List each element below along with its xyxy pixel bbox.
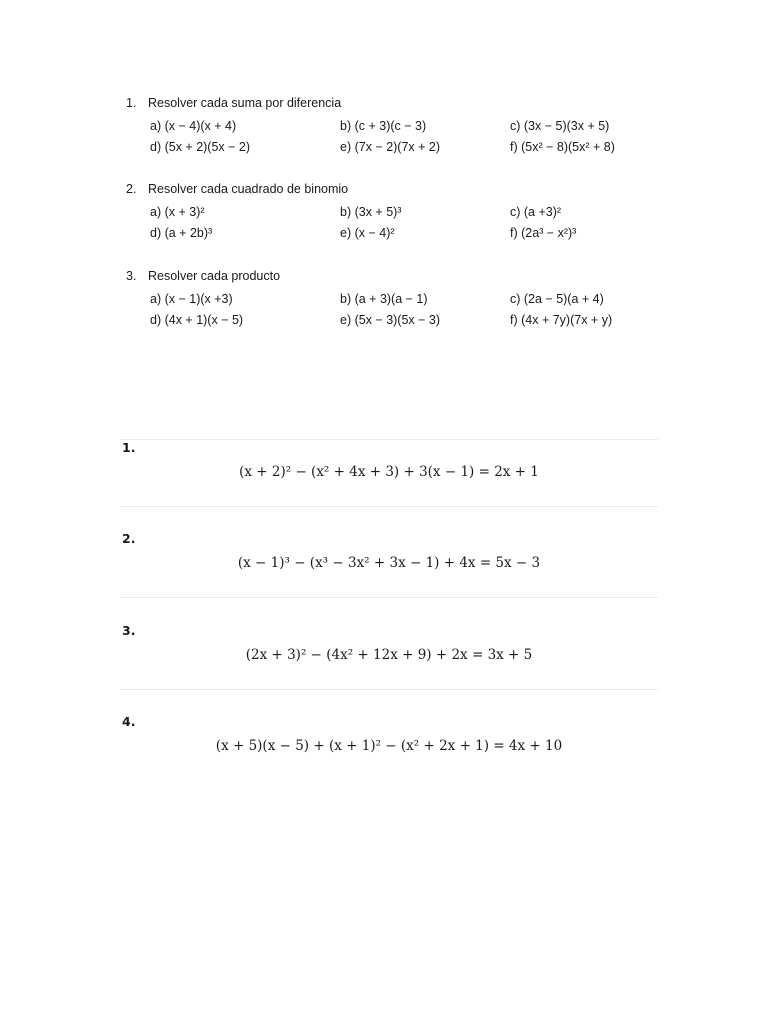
exercise-section-2 <box>126 182 646 244</box>
divider <box>120 597 658 598</box>
exercise-section-1 <box>126 96 646 158</box>
exercise-item: f) (2a³ − x²)³ <box>510 226 577 240</box>
equation: (x − 1)³ − (x³ − 3x² + 3x − 1) + 4x = 5x − 3 <box>237 555 541 571</box>
section-title <box>126 269 646 284</box>
exercise-item: c) (2a − 5)(a + 4) <box>510 292 604 306</box>
exercise-item: f) (4x + 7y)(7x + y) <box>510 313 613 327</box>
exercise-row <box>126 137 646 158</box>
exercise-row <box>126 310 646 331</box>
equation: (x + 2)² − (x² + 4x + 3) + 3(x − 1) = 2x + 1 <box>239 464 539 480</box>
exercise-row <box>126 202 646 223</box>
exercise-item: b) (c + 3)(c − 3) <box>340 119 427 133</box>
equation-block-2 <box>120 531 658 623</box>
equation: (2x + 3)² − (4x² + 12x + 9) + 2x = 3x + 5 <box>245 647 533 663</box>
exercise-item: d) (5x + 2)(5x − 2) <box>150 140 251 154</box>
exercise-item: e) (x − 4)² <box>340 226 395 240</box>
exercise-item: b) (a + 3)(a − 1) <box>340 292 428 306</box>
section-number: 2. <box>126 182 137 196</box>
equation: (x + 5)(x − 5) + (x + 1)² − (x² + 2x + 1) = 4x + 10 <box>215 738 563 754</box>
divider <box>120 689 658 690</box>
section-title-text: Resolver cada cuadrado de binomio <box>148 182 349 196</box>
exercise-item: c) (3x − 5)(3x + 5) <box>510 119 610 133</box>
equation-number: 2. <box>122 531 136 546</box>
section-number: 3. <box>126 269 137 283</box>
section-title-text: Resolver cada producto <box>148 269 281 283</box>
exercise-item: e) (7x − 2)(7x + 2) <box>340 140 441 154</box>
equation-block-3 <box>120 623 658 715</box>
section-title <box>126 182 646 197</box>
exercise-item: c) (a +3)² <box>510 205 562 219</box>
exercise-item: e) (5x − 3)(5x − 3) <box>340 313 441 327</box>
equation-block-4 <box>120 714 658 806</box>
equation-number: 4. <box>122 714 136 729</box>
section-number: 1. <box>126 96 137 110</box>
section-title-text: Resolver cada suma por diferencia <box>148 96 342 110</box>
divider <box>120 506 658 507</box>
exercise-item: d) (a + 2b)³ <box>150 226 213 240</box>
exercise-item: a) (x − 1)(x +3) <box>150 292 233 306</box>
exercise-row <box>126 116 646 137</box>
equation-number: 1. <box>122 440 136 455</box>
exercise-item: a) (x − 4)(x + 4) <box>150 119 237 133</box>
exercise-item: d) (4x + 1)(x − 5) <box>150 313 244 327</box>
equation-block-1 <box>120 440 658 532</box>
exercise-row <box>126 289 646 310</box>
exercise-section-3 <box>126 269 646 331</box>
section-title <box>126 96 646 111</box>
exercise-row <box>126 223 646 244</box>
equation-number: 3. <box>122 623 136 638</box>
exercise-item: a) (x + 3)² <box>150 205 205 219</box>
exercise-item: f) (5x² − 8)(5x² + 8) <box>510 140 615 154</box>
exercise-item: b) (3x + 5)³ <box>340 205 402 219</box>
